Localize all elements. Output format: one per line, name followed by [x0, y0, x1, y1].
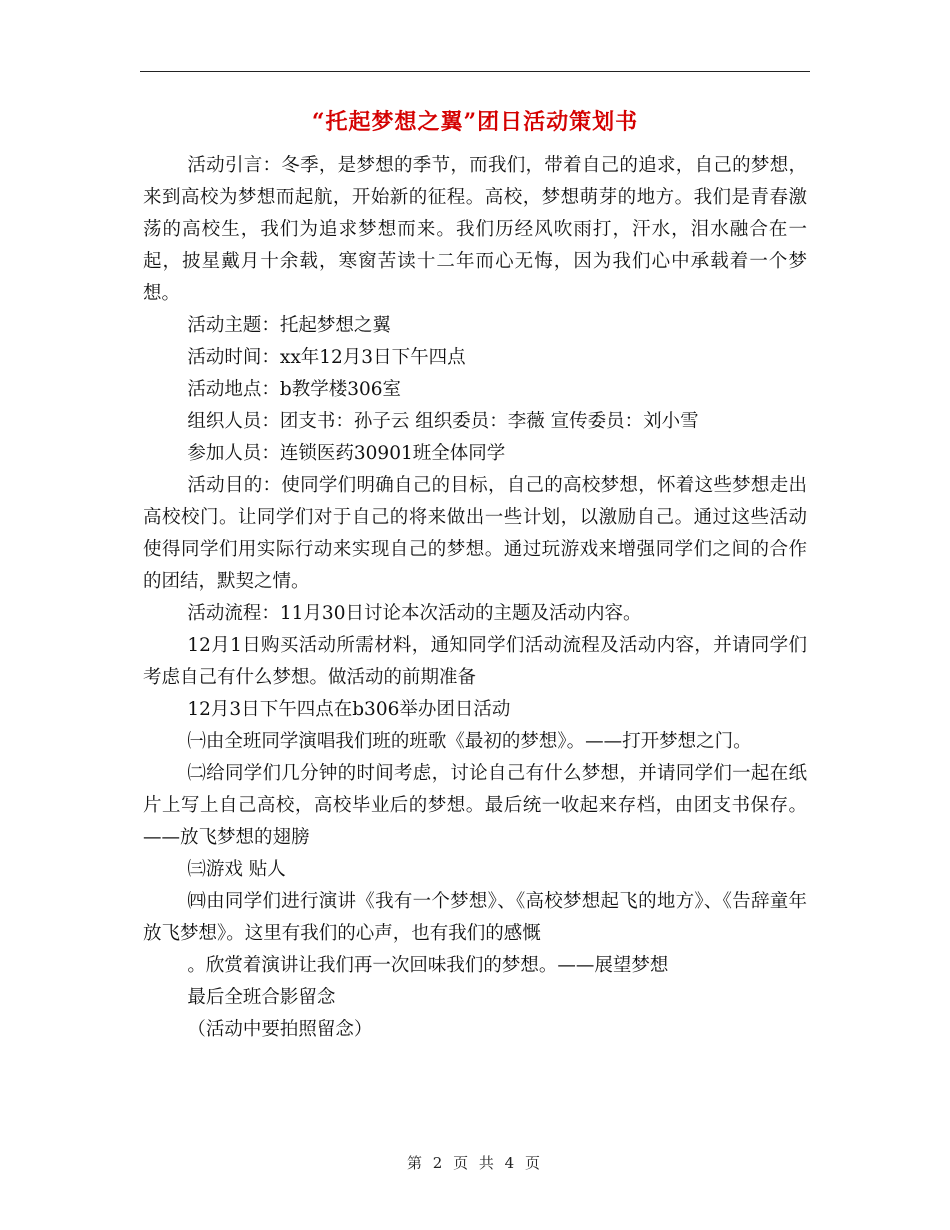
paragraph-location: 活动地点：b教学楼306室 [187, 379, 402, 400]
paragraph-group-photo: 最后全班合影留念 [187, 987, 336, 1008]
paragraph-dec-3: 12月3日下午四点在b306举办团日活动 [187, 699, 511, 720]
document-body [143, 150, 807, 1046]
document-title: “托起梦想之翼”团日活动策划书 [311, 109, 639, 135]
paragraph-time: 活动时间：xx年12月3日下午四点 [187, 347, 466, 368]
paragraph-theme: 活动主题：托起梦想之翼 [187, 315, 391, 336]
header-rule [140, 71, 810, 72]
paragraph-intro: 活动引言：冬季，是梦想的季节，而我们，带着自己的追求，自己的梦想，来到高校为梦想而起航，开始新的征程。高校，梦想萌芽的地方。我们是青春激荡的高校生，我们为追求梦想而来。我们历经风吹雨打，汗水，泪水融合在一起，披星戴月十余载，寒窗苦读十二年而心无悔，因为我们心中承载着一个梦想。 [143, 155, 807, 304]
paragraph-step-4-continued: 。欣赏着演讲让我们再一次回味我们的梦想。——展望梦想 [187, 955, 669, 976]
paragraph-step-1: ㈠由全班同学演唱我们班的班歌《最初的梦想》。——打开梦想之门。 [187, 731, 752, 752]
paragraph-organizers: 组织人员：团支书：孙子云 组织委员：李薇 宣传委员：刘小雪 [187, 411, 699, 432]
paragraph-purpose: 活动目的：使同学们明确自己的目标，自己的高校梦想，怀着这些梦想走出高校校门。让同学们对于自己的将来做出一些计划，以激励自己。通过这些活动使得同学们用实际行动来实现自己的梦想。通过玩游戏来增强同学们之间的合作的团结，默契之情。 [143, 475, 807, 592]
paragraph-dec-1: 12月1日购买活动所需材料，通知同学们活动流程及活动内容，并请同学们考虑自己有什么梦想。做活动的前期准备 [143, 635, 807, 688]
paragraph-step-2: ㈡给同学们几分钟的时间考虑，讨论自己有什么梦想，并请同学们一起在纸片上写上自己高校，高校毕业后的梦想。最后统一收起来存档，由团支书保存。——放飞梦想的翅膀 [143, 763, 807, 848]
page-number: 第 2 页 共 4 页 [407, 1154, 543, 1172]
paragraph-photo-note: （活动中要拍照留念） [187, 1019, 373, 1040]
paragraph-process: 活动流程：11月30日讨论本次活动的主题及活动内容。 [187, 603, 642, 624]
paragraph-step-3: ㈢游戏 贴人 [187, 859, 286, 880]
paragraph-step-4: ㈣由同学们进行演讲《我有一个梦想》、《高校梦想起飞的地方》、《告辞童年 放飞梦想》。这里有我们的心声，也有我们的感慨 [143, 891, 807, 944]
paragraph-participants: 参加人员：连锁医药30901班全体同学 [187, 443, 506, 464]
